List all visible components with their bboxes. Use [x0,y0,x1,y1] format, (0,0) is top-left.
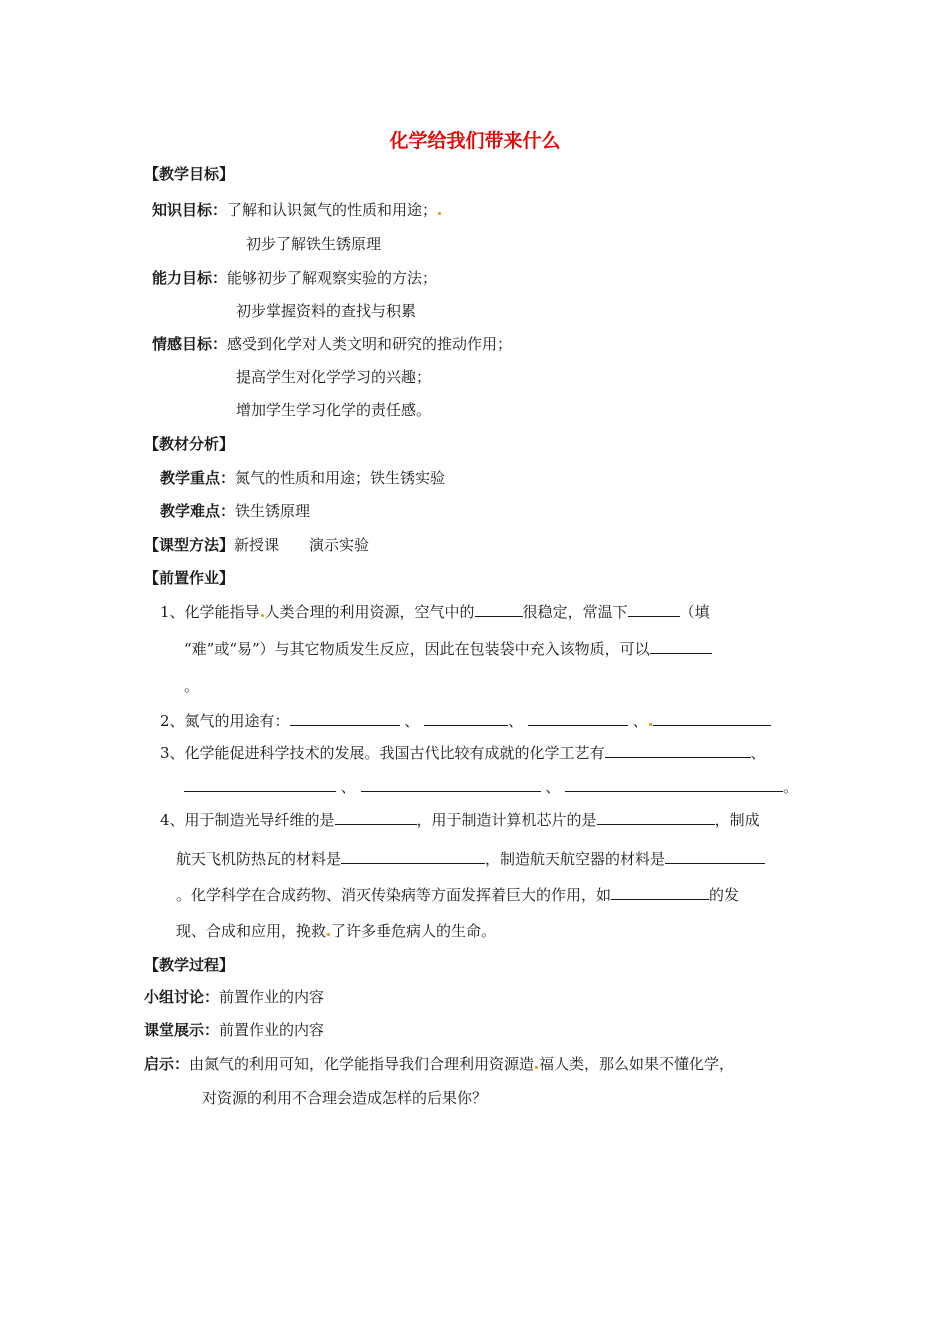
knowledge-text-1: 了解和认识氮气的性质和用途； [227,201,438,219]
q3-end: 。 [783,778,799,796]
q4-text-e: ，制造航天航空器的材料是 [485,850,666,868]
q3-sep-2: 、 [340,778,356,796]
dot-mark [649,723,652,726]
hint-line [144,1054,734,1074]
q3-blank-4[interactable] [565,776,783,792]
difficult-point-line [160,501,310,521]
q1-text-a: 1、化学能指导 [160,603,260,621]
q3-blank-3[interactable] [361,776,541,792]
document-title: 化学给我们带来什么 [389,130,561,152]
q4-blank-2[interactable] [597,809,715,825]
q1-text-d: （填 [679,603,710,621]
q3-blank-2[interactable] [184,776,336,792]
analysis-heading: 【教材分析】 [144,435,235,453]
q4-blank-1[interactable] [335,809,417,825]
q1-blank-2[interactable] [628,601,680,617]
hint-text-2: 对资源的利用不合理会造成怎样的后果你？ [202,1089,488,1107]
goals-heading: 【教学目标】 [144,165,235,183]
dot-mark [535,1066,538,1069]
q4-text-a: 4、用于制造光导纤维的是 [160,811,335,829]
dot-mark [438,212,441,215]
question-4-line-4 [176,921,496,941]
discuss-line [144,987,324,1007]
key-text: 氮气的性质和用途；铁生锈实验 [235,469,446,487]
q2-sep-3: 、 [632,712,648,730]
question-4-line-1 [160,809,760,830]
method-line [144,535,369,555]
q1-text-c: 很稳定，常温下 [522,603,628,621]
question-1-line-1 [160,601,710,622]
knowledge-label: 知识目标： [152,201,228,219]
hint-text-b: 福人类，那么如果不懂化学， [539,1055,735,1073]
emotion-text-1: 感受到化学对人类文明和研究的推动作用； [227,335,513,353]
q2-text: 2、氮气的用途有： [160,712,290,730]
q3-sep-3: 、 [545,778,561,796]
q4-blank-3[interactable] [341,848,485,864]
q1-blank-3[interactable] [650,638,712,654]
q2-blank-3[interactable] [528,710,628,726]
q4-text-d: 航天飞机防热瓦的材料是 [176,850,342,868]
q4-text-f: 。化学科学在合成药物、消灭传染病等方面发挥着巨大的作用，如 [176,886,612,904]
emotion-goal-line [152,334,512,354]
q2-blank-4[interactable] [653,710,771,726]
question-4-line-2 [176,848,765,869]
ability-text-1: 能够初步了解观察实验的方法； [227,269,438,287]
hint-label: 启示： [144,1055,190,1073]
show-line [144,1020,324,1040]
question-1-line-2 [184,638,712,659]
emotion-text-2: 提高学生对化学学习的兴趣； [236,368,432,386]
q2-blank-2[interactable] [424,710,508,726]
emotion-label: 情感目标： [152,335,228,353]
q4-text-c: ，制成 [714,811,760,829]
key-point-line [160,468,445,488]
q4-text-g: 的发 [709,886,740,904]
knowledge-goal-line [152,200,442,220]
show-label: 课堂展示： [144,1021,220,1039]
q3-sep-1: 、 [750,744,766,762]
hint-text-a: 由氮气的利用可知，化学能指导我们合理利用资源造 [189,1055,535,1073]
q4-text-b: ，用于制造计算机芯片的是 [416,811,597,829]
q1-text-e: “难”或“易”）与其它物质发生反应，因此在包装袋中充入该物质，可以 [184,640,650,658]
process-heading: 【教学过程】 [144,956,235,974]
method-text: 新授课 演示实验 [234,536,370,554]
q1-blank-1[interactable] [475,601,523,617]
difficult-text: 铁生锈原理 [235,502,311,520]
key-label: 教学重点： [160,469,236,487]
ability-goal-line [152,268,437,288]
discuss-text: 前置作业的内容 [219,988,325,1006]
q1-end: 。 [184,677,200,695]
homework-heading: 【前置作业】 [144,569,235,587]
q4-text-i: 了许多垂危病人的生命。 [331,922,497,940]
question-4-line-3 [176,884,739,905]
q2-sep-1: 、 [404,712,420,730]
dot-mark [261,614,264,617]
discuss-label: 小组讨论： [144,988,220,1006]
ability-text-2: 初步掌握资料的查找与积累 [236,302,417,320]
q1-text-b: 人类合理的利用资源，空气中的 [264,603,475,621]
knowledge-text-2: 初步了解铁生锈原理 [246,235,382,253]
q3-text: 3、化学能促进科学技术的发展。我国古代比较有成就的化学工艺有 [160,744,605,762]
method-heading: 【课型方法】 [144,536,235,554]
q4-blank-4[interactable] [665,848,765,864]
question-3-line-1 [160,742,766,763]
dot-mark [327,933,330,936]
q4-text-h: 现、合成和应用，挽救 [176,922,327,940]
q2-sep-2: 、 [508,712,524,730]
q2-blank-1[interactable] [290,710,400,726]
ability-label: 能力目标： [152,269,228,287]
show-text: 前置作业的内容 [219,1021,325,1039]
emotion-text-3: 增加学生学习化学的责任感。 [236,401,432,419]
question-3-line-2 [184,776,798,797]
q4-blank-5[interactable] [611,884,709,900]
q3-blank-1[interactable] [605,742,751,758]
question-2-line [160,710,771,731]
difficult-label: 教学难点： [160,502,236,520]
